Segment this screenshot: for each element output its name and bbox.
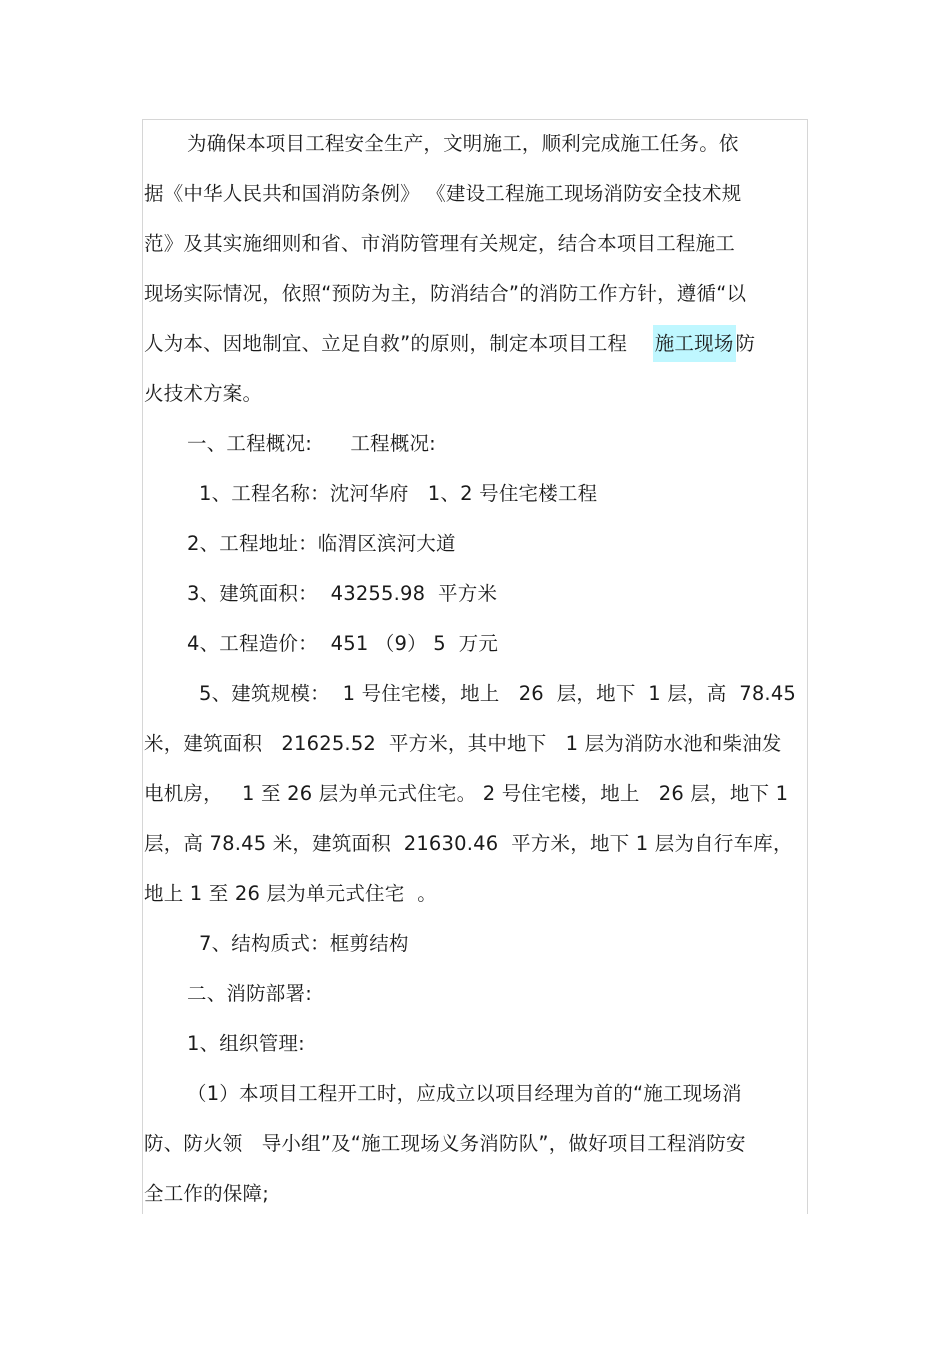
item-building-scale-5: 地上 1 至 26 层为单元式住宅 。 [144, 882, 437, 905]
highlighted-text: 施工现场 [653, 325, 736, 362]
subsection-heading: 1、组织管理: [187, 1032, 305, 1055]
item-project-cost: 4、工程造价： 451 （9） 5 万元 [187, 632, 499, 655]
section-heading-2: 二、消防部署: [187, 982, 312, 1005]
paragraph-org-3: 全工作的保障; [144, 1182, 269, 1205]
item-building-scale-2: 米，建筑面积 21625.52 平方米，其中地下 1 层为消防水池和柴油发 [144, 732, 782, 755]
item-building-scale-1: 5、建筑规模： 1 号住宅楼，地上 26 层，地下 1 层，高 78.45 [199, 682, 797, 705]
item-structure: 7、结构质式：框剪结构 [199, 932, 409, 955]
paragraph-org-2: 防、防火领 导小组”及“施工现场义务消防队”，做好项目工程消防安 [144, 1132, 746, 1155]
paragraph-line-1: 为确保本项目工程安全生产，文明施工，顺利完成施工任务。依 [187, 132, 739, 155]
paragraph-org-1: （1）本项目工程开工时，应成立以项目经理为首的“施工现场消 [187, 1082, 742, 1105]
highlight-tail-text: 防 [735, 332, 756, 355]
paragraph-line-5-text: 人为本、因地制宜、立足自救”的原则，制定本项目工程 [144, 332, 628, 355]
section-heading-1: 一、工程概况: 工程概况: [187, 432, 436, 455]
paragraph-line-3: 范》及其实施细则和省、市消防管理有关规定，结合本项目工程施工 [144, 232, 736, 255]
paragraph-line-6: 火技术方案。 [144, 382, 263, 405]
paragraph-line-4: 现场实际情况，依照“预防为主，防消结合”的消防工作方针，遵循“以 [144, 282, 747, 305]
paragraph-line-5 [144, 330, 755, 358]
item-project-name: 1、工程名称：沈河华府 1、2 号住宅楼工程 [199, 482, 598, 505]
paragraph-line-2: 据《中华人民共和国消防条例》 《建设工程施工现场消防安全技术规 [144, 182, 742, 205]
item-building-scale-3: 电机房， 1 至 26 层为单元式住宅。 2 号住宅楼，地上 26 层，地下 1 [144, 782, 789, 805]
item-building-scale-4: 层，高 78.45 米，建筑面积 21630.46 平方米，地下 1 层为自行车库， [144, 832, 793, 855]
item-project-address: 2、工程地址：临渭区滨河大道 [187, 532, 456, 555]
item-building-area: 3、建筑面积： 43255.98 平方米 [187, 582, 498, 605]
